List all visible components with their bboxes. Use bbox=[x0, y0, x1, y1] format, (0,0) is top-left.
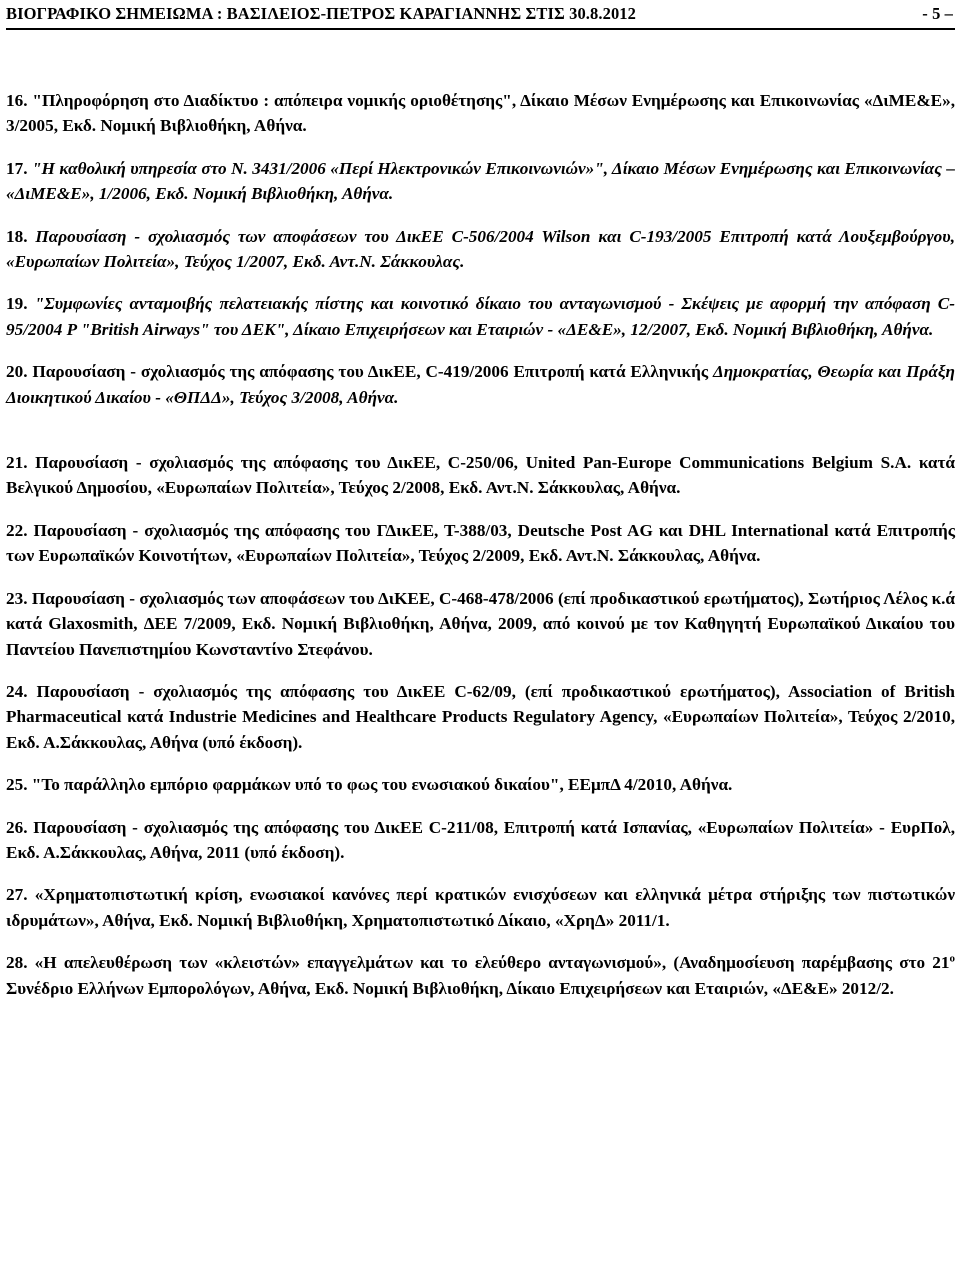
entry-number: 27. bbox=[6, 885, 28, 905]
entry-number: 28. bbox=[6, 953, 28, 973]
entry-number: 23. bbox=[6, 588, 28, 608]
entry-text: Παρουσίαση - σχολιασμός της απόφασης του ΔικΕΕ C-211/08, Επιτροπή κατά Ισπανίας, «Ευρωπαίων Πολιτεία» - ΕυρΠολ, Εκδ. Α.Σάκκουλας, Αθήνα, 2011 (υπό έκδοση). bbox=[6, 817, 955, 862]
publication-entry bbox=[6, 359, 955, 410]
entry-number: 22. bbox=[6, 520, 28, 540]
publication-entry bbox=[6, 882, 955, 933]
entry-number: 19. bbox=[6, 294, 28, 314]
entry-number: 24. bbox=[6, 681, 28, 701]
publication-list bbox=[6, 88, 955, 1001]
entry-number: 16. bbox=[6, 91, 28, 110]
publication-entry bbox=[6, 950, 955, 1001]
entry-text: Παρουσίαση - σχολιασμός της απόφασης του ΔικΕΕ C-62/09, (επί προδικαστικού ερωτήματος), Association of British Pharmaceutical κατά Industrie Medicines and Healthcare Products Regulatory Agency, «Ευρωπαίων Πολιτεία», Τεύχος 2/2010, Εκδ. Α.Σάκκουλας, Αθήνα (υπό έκδοση). bbox=[6, 681, 955, 752]
entry-text: "Συμφωνίες ανταμοιβής πελατειακής πίστης και κοινοτικό δίκαιο του ανταγωνισμού - Σκέψεις με αφορμή την απόφαση C-95/2004 P "British Airways" του ΔΕΚ", Δίκαιο Επιχειρήσεων και Εταιριών - «ΔΕ&Ε», 12/2007, Εκδ. Νομική Βιβλιοθήκη, Αθήνα. bbox=[6, 294, 955, 339]
header-title: ΒΙΟΓΡΑΦΙΚΟ ΣΗΜΕΙΩΜΑ : ΒΑΣΙΛΕΙΟΣ-ΠΕΤΡΟΣ ΚΑΡΑΓΙΑΝΝΗΣ ΣΤΙΣ 30.8.2012 bbox=[6, 4, 636, 23]
entry-text: «Η απελευθέρωση των «κλειστών» επαγγελμάτων και το ελεύθερο ανταγωνισμού», (Αναδημοσίευση παρέμβασης στο 21 bbox=[27, 953, 950, 973]
publication-entry bbox=[6, 586, 955, 662]
entry-number: 25. bbox=[6, 775, 28, 795]
page-header bbox=[6, 0, 955, 30]
document-page bbox=[6, 0, 955, 1018]
entry-text: Παρουσίαση - σχολιασμός της απόφασης του ΔικΕΕ, C-250/06, United Pan-Europe Communications Belgium S.A. κατά Βελγικού Δημοσίου, «Ευρωπαίων Πολιτεία», Τεύχος 2/2008, Εκδ. Αντ.Ν. Σάκκουλας, Αθήνα. bbox=[6, 453, 955, 498]
entry-number: 18. bbox=[6, 226, 28, 246]
entry-text: Συνέδριο Ελλήνων Εμπορολόγων, Αθήνα, Εκδ. Νομική Βιβλιοθήκη, Δίκαιο Επιχειρήσεων και Εταιριών, «ΔΕ&Ε» 2012/2. bbox=[6, 978, 894, 998]
entry-text: Παρουσίαση - σχολιασμός της απόφασης του ΔικΕΕ, C-419/2006 Επιτροπή κατά Ελληνικής bbox=[27, 362, 713, 382]
entry-number: 26. bbox=[6, 817, 28, 837]
publication-entry bbox=[6, 224, 955, 275]
entry-text: "Το παράλληλο εμπόριο φαρμάκων υπό το φως του ενωσιακού δικαίου", ΕΕμπΔ 4/2010, Αθήνα. bbox=[27, 775, 733, 795]
entry-text: Παρουσίαση - σχολιασμός της απόφασης του ΓΔικΕΕ, Τ-388/03, Deutsche Post AG και DHL International κατά Επιτροπής των Ευρωπαϊκών Κοινοτήτων, «Ευρωπαίων Πολιτεία», Τεύχος 2/2009, Εκδ. Αντ.Ν. Σάκκουλας, Αθήνα. bbox=[6, 520, 955, 566]
entry-text: Παρουσίαση - σχολιασμός των αποφάσεων του ΔιΚΕΕ, C-468-478/2006 (επί προδικαστικού ερωτήματος), Σωτήριος Λέλος κ.ά κατά Glaxosmith, ΔΕΕ 7/2009, Εκδ. Νομική Βιβλιοθήκη, Αθήνα, 2009, από κοινού με τον Καθηγητή Ευρωπαϊκού Δικαίου του Παντείου Πανεπιστημίου Κωνσταντίνο Στεφάνου. bbox=[6, 588, 955, 659]
publication-entry bbox=[6, 291, 955, 342]
entry-text: «Χρηματοπιστωτική κρίση, ενωσιακοί κανόνες περί κρατικών ενισχύσεων και ελληνικά μέτρα στήριξης των πιστωτικών ιδρυμάτων», Αθήνα, Εκδ. Νομική Βιβλιοθήκη, Χρηματοπιστωτικό Δίκαιο, «ΧρηΔ» 2011/1. bbox=[6, 885, 955, 930]
publication-entry bbox=[6, 679, 955, 755]
entry-text: "Η καθολική υπηρεσία στο Ν. 3431/2006 «Περί Ηλεκτρονικών Επικοινωνιών»", Δίκαιο Μέσων Ενημέρωσης και Επικοινωνίας – «ΔιΜΕ&Ε», 1/2006, Εκδ. Νομική Βιβλιοθήκη, Αθήνα. bbox=[6, 158, 955, 204]
entry-text: Δημοκρατίας, Θεωρία και Πράξη Διοικητικού Δικαίου - «ΘΠΔΔ», Τεύχος 3/2008, Αθήνα. bbox=[6, 362, 955, 407]
entry-number: 20. bbox=[6, 362, 28, 382]
entry-number: 17. bbox=[6, 158, 28, 178]
publication-entry bbox=[6, 518, 955, 569]
page-number: - 5 – bbox=[922, 4, 953, 23]
entry-text: Παρουσίαση - σχολιασμός των αποφάσεων του ΔικΕΕ C-506/2004 Wilson και C-193/2005 Επιτροπή κατά Λουξεμβούργου, «Ευρωπαίων Πολιτεία», Τεύχος 1/2007, Εκδ. Αντ.Ν. Σάκκουλας. bbox=[6, 226, 955, 272]
superscript-text: ο bbox=[949, 952, 955, 965]
entry-text: "Πληροφόρηση στο Διαδίκτυο : απόπειρα νομικής οριοθέτησης", Δίκαιο Μέσων Ενημέρωσης και Επικοινωνίας «ΔιΜΕ&Ε», 3/2005, Εκδ. Νομική Βιβλιοθήκη, Αθήνα. bbox=[6, 91, 955, 136]
entry-number: 21. bbox=[6, 453, 28, 473]
publication-entry bbox=[6, 450, 955, 501]
publication-entry bbox=[6, 156, 955, 207]
publication-entry bbox=[6, 88, 955, 139]
publication-entry bbox=[6, 772, 955, 797]
publication-entry bbox=[6, 815, 955, 866]
